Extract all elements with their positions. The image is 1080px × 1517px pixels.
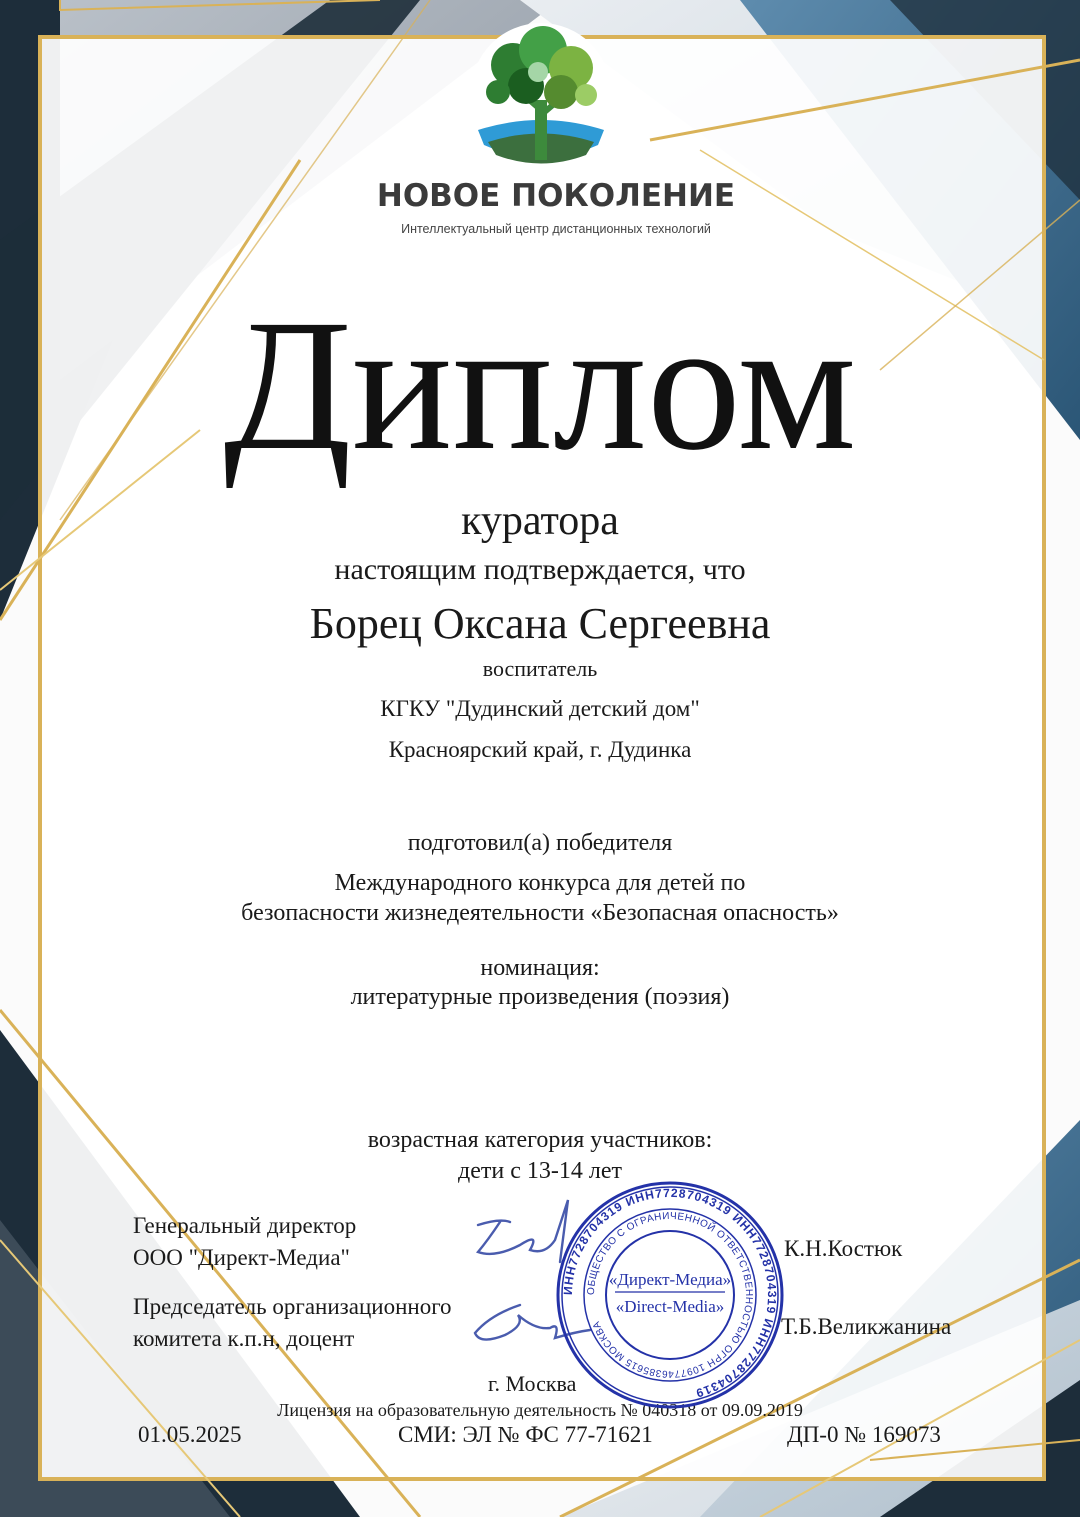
contest-line-1: Международного конкурса для детей по bbox=[334, 870, 746, 896]
company-stamp bbox=[555, 1180, 785, 1410]
confirm-text: настоящим подтверждается, что bbox=[334, 553, 746, 586]
stamp-center-en: «Direct-Media» bbox=[615, 1297, 725, 1316]
nomination-label: номинация: bbox=[480, 955, 600, 981]
director-label bbox=[133, 1210, 356, 1274]
nomination-value: литературные произведения (поэзия) bbox=[350, 984, 730, 1010]
director-label-line-2: ООО "Директ-Медиа" bbox=[133, 1245, 350, 1270]
stamp-outer-text: ИНН7728704319 ИНН7728704319 ИНН7728704319 ИНН7728704319 bbox=[560, 1185, 780, 1401]
chair-label bbox=[133, 1291, 452, 1355]
prepared-text: подготовил(а) победителя bbox=[407, 830, 673, 856]
age-category-label: возрастная категория участников: bbox=[367, 1127, 713, 1153]
svg-text:ОБЩЕСТВО С ОГРАНИЧЕННОЙ ОТВЕТС bbox=[586, 1211, 754, 1379]
contest-line-2: безопасности жизнедеятельности «Безопасная опасность» bbox=[241, 900, 839, 926]
person-position: воспитатель bbox=[482, 656, 598, 681]
age-category-value: дети с 13-14 лет bbox=[458, 1158, 622, 1184]
org-tagline: Интеллектуальный центр дистанционных технологий bbox=[401, 222, 711, 236]
city: г. Москва bbox=[488, 1371, 577, 1396]
institution: КГКУ "Дудинский детский дом" bbox=[380, 696, 700, 721]
diploma-title: Диплом bbox=[223, 280, 857, 489]
stamp-inner-text: ОБЩЕСТВО С ОГРАНИЧЕННОЙ ОТВЕТСТВЕННОСТЬЮ ОГРН 1097746385615 МОСКВА bbox=[585, 1210, 755, 1380]
director-label-line-1: Генеральный директор bbox=[133, 1213, 357, 1238]
region: Красноярский край, г. Дудинка bbox=[388, 737, 692, 762]
person-name: Борец Оксана Сергеевна bbox=[309, 599, 771, 648]
document-number: ДП-0 № 169073 bbox=[787, 1422, 941, 1447]
chair-name: Т.Б.Великжанина bbox=[781, 1314, 952, 1339]
director-name: К.Н.Костюк bbox=[784, 1236, 903, 1261]
media-registration: СМИ: ЭЛ № ФС 77-71621 bbox=[398, 1422, 653, 1447]
diploma-subtitle: куратора bbox=[461, 498, 619, 544]
chair-label-line-1: Председатель организационного bbox=[133, 1294, 452, 1319]
license-text: Лицензия на образовательную деятельность № 040318 от 09.09.2019 bbox=[277, 1400, 803, 1420]
stamp-center-ru: «Директ-Медиа» bbox=[608, 1270, 732, 1289]
chair-label-line-2: комитета к.п.н, доцент bbox=[133, 1326, 355, 1351]
org-name: НОВОЕ ПОКОЛЕНИЕ bbox=[376, 178, 736, 214]
issue-date: 01.05.2025 bbox=[138, 1422, 242, 1447]
